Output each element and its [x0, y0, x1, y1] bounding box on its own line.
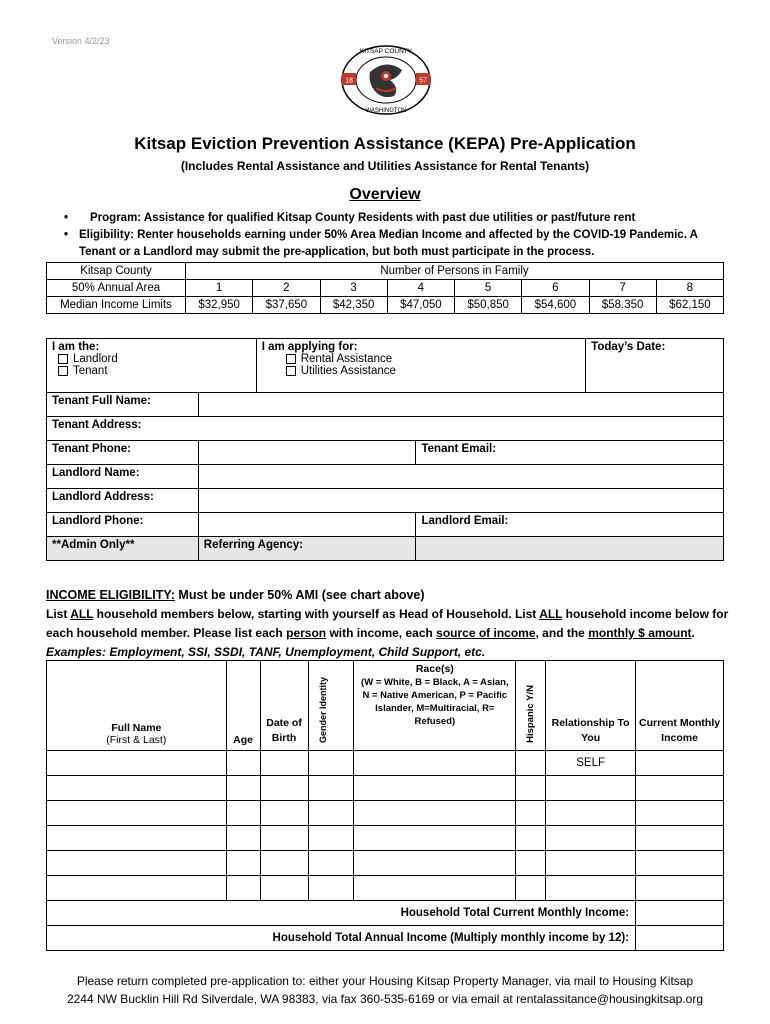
gender-cell[interactable] — [308, 751, 354, 776]
relationship-cell[interactable] — [546, 776, 636, 801]
dob-cell[interactable] — [260, 876, 308, 901]
admin-only-label: **Admin Only** — [47, 537, 199, 561]
tenant-phone-field[interactable] — [198, 441, 416, 465]
race-cell[interactable] — [354, 801, 516, 826]
landlord-name-label: Landlord Name: — [47, 465, 199, 489]
applying-label: I am applying for: — [261, 341, 358, 353]
hispanic-cell[interactable] — [516, 851, 546, 876]
svg-text:57: 57 — [419, 77, 427, 85]
name-cell[interactable] — [47, 801, 227, 826]
col-age: Age — [226, 661, 260, 751]
table-row — [47, 826, 724, 851]
income-cell[interactable] — [636, 876, 724, 901]
gender-cell[interactable] — [308, 851, 354, 876]
limit-cell: $37,650 — [253, 297, 320, 314]
table-row — [47, 751, 724, 776]
page-title: Kitsap Eviction Prevention Assistance (KEPA) Pre-Application — [134, 134, 636, 153]
family-size-header: Number of Persons in Family — [186, 263, 724, 280]
instructions-line-2: each household member. Please list each person with income, each source of income, and the monthly $ amount. — [46, 626, 695, 640]
income-limits-table — [46, 262, 724, 314]
landlord-address-label: Landlord Address: — [47, 489, 199, 513]
total-annual-label: Household Total Annual Income (Multiply monthly income by 12): — [47, 926, 636, 951]
row-label: Kitsap County — [47, 263, 186, 280]
table-row — [47, 876, 724, 901]
col-monthly-income: Current Monthly Income — [636, 661, 724, 751]
svg-text:KITSAP COUNTY: KITSAP COUNTY — [359, 48, 413, 55]
version-label: Version 4/2/23 — [52, 36, 110, 46]
landlord-name-field[interactable] — [198, 465, 723, 489]
tenant-address-field[interactable]: Tenant Address: — [47, 417, 724, 441]
race-cell[interactable] — [354, 776, 516, 801]
income-eligibility-heading: INCOME ELIGIBILITY: Must be under 50% AMI (see chart above) — [46, 588, 425, 602]
landlord-option[interactable]: Landlord — [52, 353, 251, 365]
relationship-cell[interactable]: SELF — [546, 751, 636, 776]
col-relationship: Relationship To You — [546, 661, 636, 751]
todays-date-field[interactable]: Today’s Date: — [586, 339, 724, 393]
age-cell[interactable] — [226, 826, 260, 851]
footer-line-1: Please return completed pre-application to: either your Housing Kitsap Property Manager, via mail to Housing Kitsap — [76, 974, 694, 988]
rental-checkbox[interactable] — [286, 354, 296, 364]
limit-cell: $47,050 — [387, 297, 454, 314]
size-cell: 6 — [522, 280, 589, 297]
relationship-cell[interactable] — [546, 876, 636, 901]
overview-heading: Overview — [349, 186, 421, 203]
kitsap-county-seal — [340, 44, 432, 116]
gender-cell[interactable] — [308, 876, 354, 901]
hispanic-cell[interactable] — [516, 801, 546, 826]
dob-cell[interactable] — [260, 776, 308, 801]
limit-row — [47, 297, 724, 314]
relationship-cell[interactable] — [546, 851, 636, 876]
age-cell[interactable] — [226, 776, 260, 801]
instructions-line-1: List ALL household members below, starting with yourself as Head of Household. List ALL household income below for — [46, 607, 729, 621]
table-row — [47, 801, 724, 826]
tenant-name-field[interactable] — [198, 393, 723, 417]
referring-agency-field[interactable] — [416, 537, 724, 561]
role-label: I am the: — [52, 341, 100, 353]
name-cell[interactable] — [47, 851, 227, 876]
tenant-phone-label: Tenant Phone: — [47, 441, 199, 465]
household-table — [46, 660, 724, 951]
role-cell — [47, 339, 257, 393]
income-cell[interactable] — [636, 851, 724, 876]
total-annual-field[interactable] — [636, 926, 724, 951]
footer-line-2: 2244 NW Bucklin Hill Rd Silverdale, WA 98383, via fax 360-535-6169 or via email at rentalassitance@housingkitsap.org — [66, 992, 704, 1006]
hispanic-cell[interactable] — [516, 826, 546, 851]
income-cell[interactable] — [636, 826, 724, 851]
gender-cell[interactable] — [308, 826, 354, 851]
limit-cell: $50,850 — [455, 297, 522, 314]
table-row — [47, 851, 724, 876]
size-cell: 2 — [253, 280, 320, 297]
utilities-option[interactable]: Utilities Assistance — [262, 365, 580, 377]
landlord-address-field[interactable] — [198, 489, 723, 513]
referring-agency-label: Referring Agency: — [198, 537, 416, 561]
applying-cell — [256, 339, 585, 393]
dob-cell[interactable] — [260, 801, 308, 826]
size-cell: 5 — [455, 280, 522, 297]
tenant-option[interactable]: Tenant — [52, 365, 251, 377]
limit-cell: $32,950 — [186, 297, 253, 314]
size-row — [47, 280, 724, 297]
name-cell[interactable] — [47, 751, 227, 776]
col-full-name: Full Name (First & Last) — [47, 661, 227, 751]
name-cell[interactable] — [47, 826, 227, 851]
bullet-eligibility: • Eligibility: Renter households earning under 50% Area Median Income and affected by the COVID-19 Pandemic. A Tenant or a Landlord may submit the pre-application, but both must participate in the process. — [64, 229, 698, 258]
return-instructions — [0, 972, 770, 1008]
svg-text:WASHINGTON: WASHINGTON — [365, 108, 407, 114]
total-annual-row — [47, 926, 724, 951]
col-dob: Date of Birth — [260, 661, 308, 751]
total-monthly-field[interactable] — [636, 901, 724, 926]
tenant-checkbox[interactable] — [58, 366, 68, 376]
landlord-phone-field[interactable] — [198, 513, 416, 537]
relationship-cell[interactable] — [546, 801, 636, 826]
size-cell: 1 — [186, 280, 253, 297]
row-label: Median Income Limits — [47, 297, 186, 314]
name-cell[interactable] — [47, 876, 227, 901]
age-cell[interactable] — [226, 751, 260, 776]
hispanic-cell[interactable] — [516, 776, 546, 801]
name-cell[interactable] — [47, 776, 227, 801]
landlord-email-field[interactable]: Landlord Email: — [416, 513, 724, 537]
income-cell[interactable] — [636, 751, 724, 776]
limit-cell: $54,600 — [522, 297, 589, 314]
rental-option[interactable]: Rental Assistance — [262, 353, 580, 365]
col-race: Race(s) (W = White, B = Black, A = Asian, N = Native American, P = Pacific Islander, M=Multiracial, R= Refused) — [354, 661, 516, 751]
utilities-checkbox[interactable] — [286, 366, 296, 376]
size-cell: 4 — [387, 280, 454, 297]
size-cell: 8 — [656, 280, 723, 297]
svg-text:18: 18 — [345, 77, 353, 85]
total-monthly-label: Household Total Current Monthly Income: — [47, 901, 636, 926]
race-cell[interactable] — [354, 851, 516, 876]
bullet-program: • Program: Assistance for qualified Kitsap County Residents with past due utilities or past/future rent — [64, 212, 636, 224]
limit-cell: $62,150 — [656, 297, 723, 314]
dob-cell[interactable] — [260, 826, 308, 851]
tenant-email-field[interactable]: Tenant Email: — [416, 441, 724, 465]
table-row — [47, 776, 724, 801]
gender-cell[interactable] — [308, 776, 354, 801]
col-hispanic: Hispanic Y/N — [516, 661, 546, 751]
row-label: 50% Annual Area — [47, 280, 186, 297]
hispanic-cell[interactable] — [516, 876, 546, 901]
age-cell[interactable] — [226, 801, 260, 826]
overview-bullets — [64, 210, 734, 261]
income-cell[interactable] — [636, 801, 724, 826]
race-cell[interactable] — [354, 751, 516, 776]
dob-cell[interactable] — [260, 751, 308, 776]
col-gender: Gender Identity — [308, 661, 354, 751]
income-eligibility-section — [46, 586, 736, 662]
total-monthly-row — [47, 901, 724, 926]
income-examples: Examples: Employment, SSI, SSDI, TANF, Unemployment, Child Support, etc. — [46, 645, 486, 659]
landlord-checkbox[interactable] — [58, 354, 68, 364]
gender-cell[interactable] — [308, 801, 354, 826]
limit-cell: $42,350 — [320, 297, 387, 314]
age-cell[interactable] — [226, 876, 260, 901]
size-cell: 7 — [589, 280, 656, 297]
tenant-name-label: Tenant Full Name: — [47, 393, 199, 417]
race-cell[interactable] — [354, 876, 516, 901]
hispanic-cell[interactable] — [516, 751, 546, 776]
applicant-form — [46, 338, 724, 561]
age-cell[interactable] — [226, 851, 260, 876]
limit-cell: $58.350 — [589, 297, 656, 314]
size-cell: 3 — [320, 280, 387, 297]
income-cell[interactable] — [636, 776, 724, 801]
dob-cell[interactable] — [260, 851, 308, 876]
page-subtitle: (Includes Rental Assistance and Utilities Assistance for Rental Tenants) — [180, 159, 590, 173]
race-cell[interactable] — [354, 826, 516, 851]
relationship-cell[interactable] — [546, 826, 636, 851]
landlord-phone-label: Landlord Phone: — [47, 513, 199, 537]
